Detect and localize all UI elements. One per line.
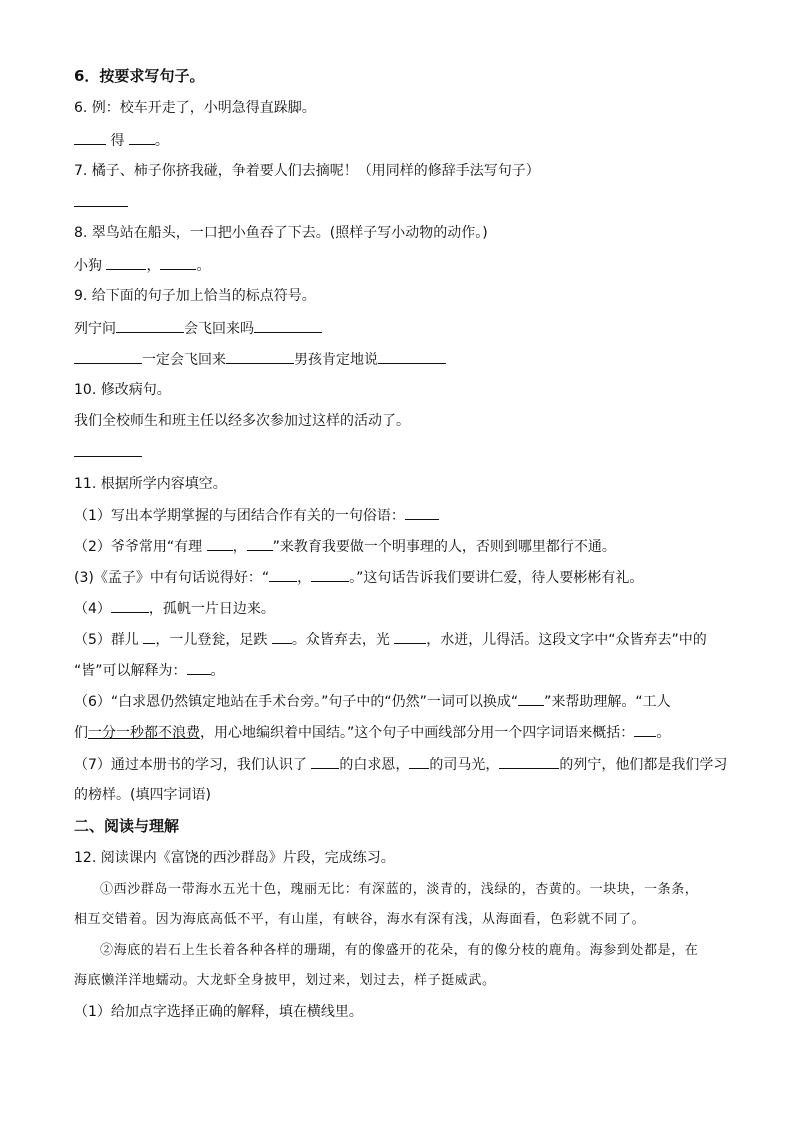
answer-blank[interactable]: [269, 567, 297, 582]
q7-prompt: 7. 橘子、柿子你挤我碰，争着要人们去摘呢！（用同样的修辞手法写句子）: [74, 163, 540, 179]
passage-para-1-line-2: 相互交错着。因为海底高低不平，有山崖，有峡谷，海水有深有浅，从海面看，色彩就不同了。: [74, 912, 646, 927]
answer-blank[interactable]: [518, 691, 544, 706]
answer-blank[interactable]: [129, 130, 155, 145]
answer-blank[interactable]: [272, 629, 292, 644]
q11-3: (3)《孟子》中有句话说得好：“ ， 。”这句话告诉我们要讲仁爱，待人要彬彬有礼。: [74, 567, 643, 588]
answer-blank[interactable]: [254, 318, 322, 333]
q10-answer-line: [74, 442, 142, 463]
section-heading-writing: 6．按要求写句子。: [74, 67, 205, 85]
answer-blank[interactable]: [111, 598, 149, 613]
q11-5: （5）群儿 ，一儿登瓮，足跌 。众皆弃去，光 ，水迸，儿得活。这段文字中“众皆弃去”中的: [74, 629, 707, 650]
q11-prompt: 11. 根据所学内容填空。: [74, 476, 227, 492]
underlined-phrase: 一分一秒都不浪费: [88, 725, 200, 741]
passage-para-2-line-2: 海底懒洋洋地蠕动。大龙虾全身披甲，划过来，划过去，样子挺威武。: [74, 973, 496, 988]
q9-prompt: 9. 给下面的句子加上恰当的标点符号。: [74, 288, 316, 304]
passage-para-2-line-1: ②海底的岩石上生长着各种各样的珊瑚，有的像盛开的花朵，有的像分枝的鹿角。海参到处都是，在: [100, 943, 699, 958]
answer-blank[interactable]: [74, 130, 106, 145]
passage-para-1-line-1: ①西沙群岛一带海水五光十色，瑰丽无比：有深蓝的，淡青的，浅绿的，杏黄的。一块块，一条条，: [100, 882, 699, 897]
q7-answer-line: [74, 192, 128, 213]
q11-2: （2）爷爷常用“有理 ， ”来教育我要做一个明事理的人，否则到哪里都行不通。: [74, 536, 616, 557]
answer-blank[interactable]: [226, 349, 294, 364]
section-heading-reading: 二、阅读与理解: [74, 817, 180, 835]
answer-blank[interactable]: [394, 629, 426, 644]
q11-5-cont: “皆”可以解释为： 。: [74, 660, 225, 681]
q12-prompt: 12. 阅读课内《富饶的西沙群岛》片段，完成练习。: [74, 850, 395, 866]
answer-blank[interactable]: [187, 660, 211, 675]
answer-blank[interactable]: [160, 255, 196, 270]
q9-line-2: 一定会飞回来 男孩肯定地说: [74, 349, 446, 370]
q6-answer-line: 得 。: [74, 130, 169, 151]
answer-blank[interactable]: [143, 629, 155, 644]
q11-1: （1）写出本学期掌握的与团结合作有关的一句俗语：: [74, 505, 439, 526]
answer-blank[interactable]: [499, 754, 559, 769]
q8-prompt: 8. 翠鸟站在船头，一口把小鱼吞了下去。(照样子写小动物的动作。): [74, 225, 488, 241]
answer-blank[interactable]: [247, 536, 273, 551]
q11-6: （6）“白求恩仍然镇定地站在手术台旁。”句子中的“仍然”一词可以换成“ ”来帮助理解。“工人: [74, 691, 671, 712]
answer-blank[interactable]: [207, 536, 233, 551]
answer-blank[interactable]: [74, 192, 128, 207]
answer-blank[interactable]: [405, 505, 439, 520]
q6-prompt: 6. 例：校车开走了，小明急得直跺脚。: [74, 100, 316, 116]
answer-blank[interactable]: [74, 349, 142, 364]
answer-blank[interactable]: [116, 318, 184, 333]
answer-blank[interactable]: [74, 442, 142, 457]
answer-blank[interactable]: [634, 722, 656, 737]
q11-6-cont: 们一分一秒都不浪费，用心地编织着中国结。”这个句子中画线部分用一个四字词语来概括： 。: [74, 722, 670, 743]
q11-7-cont: 的榜样。(填四字词语): [74, 787, 211, 803]
answer-blank[interactable]: [106, 255, 146, 270]
q12-1: （1）给加点字选择正确的解释，填在横线里。: [74, 1004, 363, 1020]
q10-prompt: 10. 修改病句。: [74, 382, 171, 398]
q10-sentence: 我们全校师生和班主任以经多次参加过这样的活动了。: [74, 413, 410, 429]
answer-blank[interactable]: [409, 754, 429, 769]
answer-blank[interactable]: [311, 567, 349, 582]
answer-blank[interactable]: [378, 349, 446, 364]
q11-4: （4） ，孤帆一片日边来。: [74, 598, 275, 619]
q8-answer-line: 小狗 ， 。: [74, 255, 210, 276]
q9-line-1: 列宁问 会飞回来吗: [74, 318, 322, 339]
answer-blank[interactable]: [311, 754, 339, 769]
q11-7: （7）通过本册书的学习，我们认识了 的白求恩， 的司马光， 的列宁，他们都是我们学习: [74, 754, 727, 775]
